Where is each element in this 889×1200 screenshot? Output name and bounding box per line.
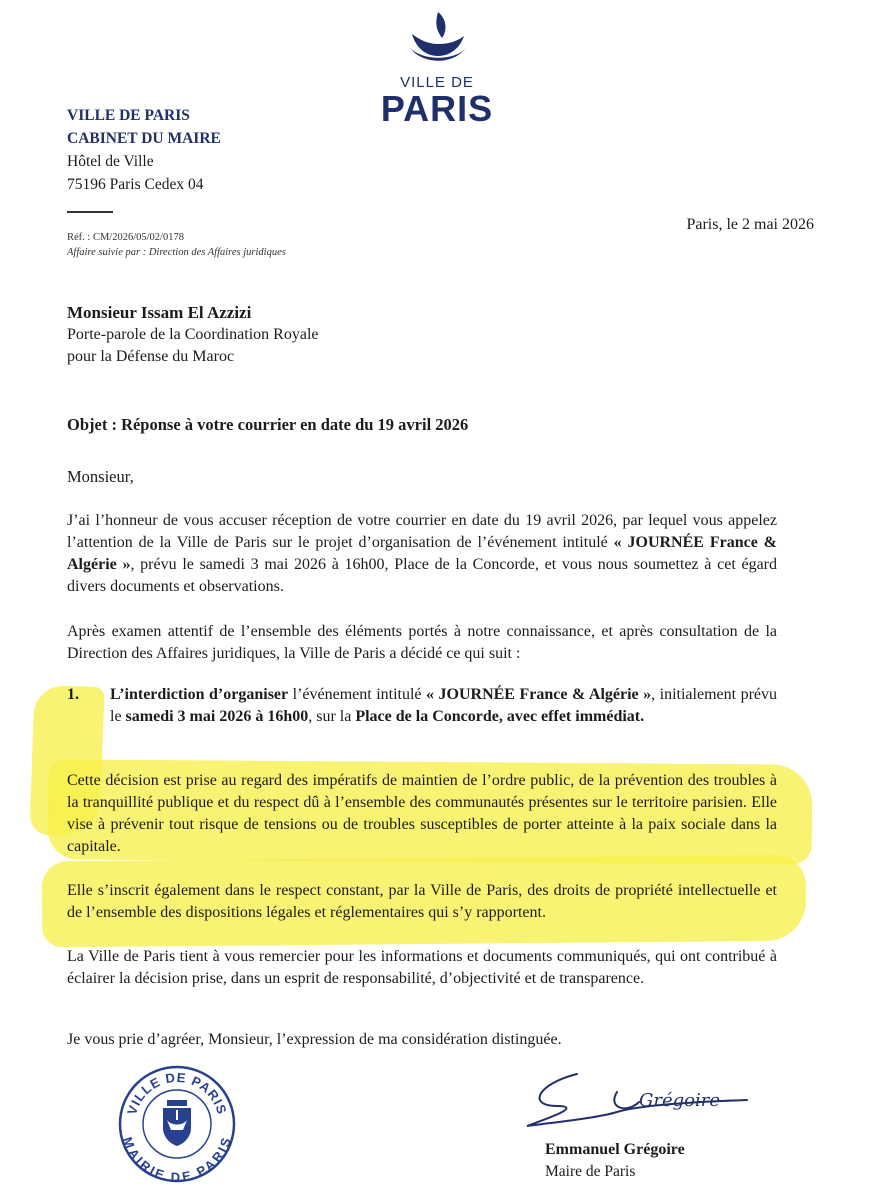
decision-part-2: l’événement intitulé [288, 686, 427, 703]
divider-rule [67, 211, 113, 213]
paragraph-1 [67, 510, 777, 598]
paragraph-3: Cette décision est prise au regard des impératifs de maintien de l’ordre public, de la prévention des troubles à la tranquillité publique et du respect dû à l’ensemble des communautés présentes sur le territoire parisien. Elle vise à prévenir tout risque de tensions ou de troubles susceptibles de porter atteinte à la paix sociale dans la capitale. [67, 772, 777, 855]
recipient-block [67, 302, 318, 368]
decision-part-1: L’interdiction d’organiser [110, 686, 289, 703]
recipient-line-2: Porte-parole de la Coordination Royale [67, 326, 319, 343]
sender-block [67, 104, 221, 196]
signatory-title: Maire de Paris [545, 1163, 636, 1180]
reference-affaire: Affaire suivie par : Direction des Affaires juridiques [67, 247, 286, 258]
reference-block [67, 230, 286, 260]
recipient-name: Monsieur Issam El Azzizi [67, 303, 252, 322]
paragraph-1-part-a: J’ai l’honneur de vous accuser réception de votre courrier en date du 19 avril 2026, par lequel vous appelez l’attention de la Ville de Paris sur le projet d’organisation de l’événement intitulé [67, 512, 777, 551]
sender-line-1: VILLE DE PARIS [67, 107, 190, 124]
mairie-stamp [117, 1064, 237, 1184]
handwritten-signature [517, 1062, 757, 1142]
decision-part-6: , sur la [308, 708, 356, 725]
event-title: « JOURNÉE France & Algérie » [67, 534, 777, 573]
decision-part-5: samedi 3 mai 2026 à 16h00 [125, 708, 309, 725]
paragraph-1-part-c: , prévu le samedi 3 mai 2026 à 16h00, Place de la Concorde, et vous nous soumettez à cet égard divers documents et observations. [67, 556, 778, 595]
sender-line-3: Hôtel de Ville [67, 153, 154, 170]
reference-number: Réf. : CM/2026/05/02/0178 [67, 232, 184, 243]
paragraph-2: Après examen attentif de l’ensemble des éléments portés à notre connaissance, et après consultation de la Direction des Affaires juridiques, la Ville de Paris a décidé ce qui suit : [67, 623, 777, 662]
decision-text [110, 684, 777, 728]
letter-subject: Objet : Réponse à votre courrier en date du 19 avril 2026 [67, 415, 469, 434]
signature-handwriting: Grégoire [639, 1090, 721, 1111]
decision-part-4: , initialement prévu le [110, 686, 778, 725]
recipient-line-3: pour la Défense du Maroc [67, 348, 235, 365]
logo-line-1: VILLE DE [400, 74, 474, 91]
salutation: Monsieur, [67, 467, 134, 486]
stamp-bottom-text: MAIRIE DE PARIS [119, 1135, 235, 1184]
ville-de-paris-logo [372, 8, 502, 138]
paragraph-5: La Ville de Paris tient à vous remercier pour les informations et documents communiqués, qui ont contribué à éclairer la décision prise, dans un esprit de responsabilité, d’objectivité et de transparence. [67, 948, 777, 987]
letter-date: Paris, le 2 mai 2026 [686, 216, 814, 233]
sender-line-4: 75196 Paris Cedex 04 [67, 176, 204, 193]
decision-part-3: « JOURNÉE France & Algérie » [426, 686, 652, 703]
ship-emblem-icon [402, 8, 472, 70]
coat-of-arms-icon [163, 1100, 191, 1146]
closing-formula: Je vous prie d’agréer, Monsieur, l’expression de ma considération distinguée. [67, 1031, 562, 1048]
decision-part-7: Place de la Concorde, avec effet immédiat. [355, 708, 645, 725]
sender-line-2: CABINET DU MAIRE [67, 130, 221, 147]
signatory-name: Emmanuel Grégoire [545, 1141, 685, 1158]
paragraph-4: Elle s’inscrit également dans le respect constant, par la Ville de Paris, des droits de propriété intellectuelle et de l’ensemble des dispositions légales et réglementaires qui s’y rapportent. [67, 882, 777, 921]
logo-line-2: PARIS [380, 88, 494, 129]
decision-item [67, 684, 777, 728]
decision-number: 1. [67, 686, 79, 703]
stamp-top-text: VILLE DE PARIS [124, 1069, 230, 1117]
